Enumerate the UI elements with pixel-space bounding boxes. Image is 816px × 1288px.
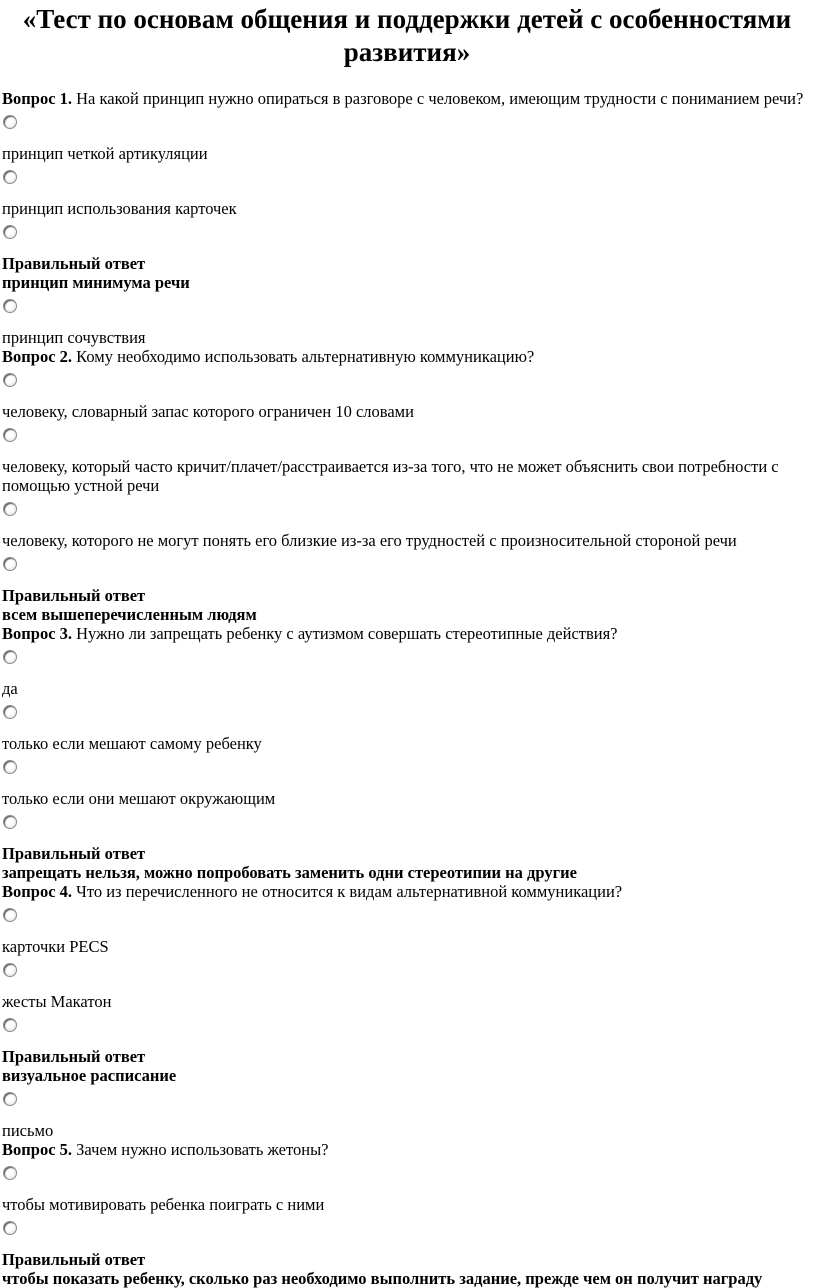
answer-radio[interactable] <box>3 1018 17 1032</box>
question-2 <box>2 347 812 624</box>
correct-answer-heading: Правильный ответ <box>2 254 146 273</box>
question-text <box>2 1140 812 1159</box>
answer-radio[interactable] <box>3 428 17 442</box>
answer-radio[interactable] <box>3 502 17 516</box>
correct-answer-text: чтобы показать ребенку, сколько раз необходимо выполнить задание, прежде чем он получит награду <box>2 1269 763 1288</box>
answer-radio[interactable] <box>3 225 17 239</box>
question-text <box>2 882 812 901</box>
correct-answer-heading: Правильный ответ <box>2 1047 146 1066</box>
question-text <box>2 89 812 108</box>
answer-radio[interactable] <box>3 1166 17 1180</box>
answer-radio[interactable] <box>3 760 17 774</box>
answer-option-label: человеку, словарный запас которого ограничен 10 словами <box>2 402 414 421</box>
quiz-body <box>2 89 812 1288</box>
correct-answer-text: всем вышеперечисленным людям <box>2 605 257 624</box>
question-text <box>2 624 812 643</box>
answer-option-label: принцип использования карточек <box>2 199 237 218</box>
answer-radio[interactable] <box>3 963 17 977</box>
answer-option-label: только если мешают самому ребенку <box>2 734 262 753</box>
answer-option-label: только если они мешают окружающим <box>2 789 276 808</box>
answer-option-label: принцип четкой артикуляции <box>2 144 208 163</box>
answer-radio[interactable] <box>3 815 17 829</box>
answer-radio[interactable] <box>3 650 17 664</box>
question-1 <box>2 89 812 347</box>
answer-option-label: чтобы мотивировать ребенка поиграть с ними <box>2 1195 325 1214</box>
correct-answer-text: принцип минимума речи <box>2 273 190 292</box>
answer-option-label: человеку, который часто кричит/плачет/расстраивается из-за того, что не может объяснить свои потребности с помощью устной речи <box>2 457 779 495</box>
correct-answer-heading: Правильный ответ <box>2 1250 146 1269</box>
question-number: Вопрос 2. <box>2 347 73 366</box>
question-number: Вопрос 5. <box>2 1140 73 1159</box>
correct-answer-text: визуальное расписание <box>2 1066 177 1085</box>
correct-answer-heading: Правильный ответ <box>2 844 146 863</box>
correct-answer-text: запрещать нельзя, можно попробовать заменить одни стереотипии на другие <box>2 863 577 882</box>
answer-radio[interactable] <box>3 557 17 571</box>
answer-radio[interactable] <box>3 705 17 719</box>
answer-option-label: письмо <box>2 1121 54 1140</box>
question-3 <box>2 624 812 882</box>
question-number: Вопрос 1. <box>2 89 73 108</box>
question-prompt: Что из перечисленного не относится к видам альтернативной коммуникации? <box>76 882 623 901</box>
answer-radio[interactable] <box>3 115 17 129</box>
answer-radio[interactable] <box>3 908 17 922</box>
answer-option-label: да <box>2 679 18 698</box>
question-5 <box>2 1140 812 1288</box>
question-4 <box>2 882 812 1140</box>
question-prompt: Нужно ли запрещать ребенку с аутизмом совершать стереотипные действия? <box>76 624 618 643</box>
question-prompt: Зачем нужно использовать жетоны? <box>76 1140 329 1159</box>
question-text <box>2 347 812 366</box>
answer-option-label: карточки PECS <box>2 937 109 956</box>
document-page <box>0 3 816 1288</box>
correct-answer-heading: Правильный ответ <box>2 586 146 605</box>
answer-option-label: человеку, которого не могут понять его близкие из-за его трудностей с произносительной стороной речи <box>2 531 737 550</box>
answer-radio[interactable] <box>3 373 17 387</box>
question-prompt: На какой принцип нужно опираться в разговоре с человеком, имеющим трудности с пониманием речи? <box>76 89 804 108</box>
answer-option-label: жесты Макатон <box>2 992 112 1011</box>
answer-radio[interactable] <box>3 1221 17 1235</box>
question-prompt: Кому необходимо использовать альтернативную коммуникацию? <box>76 347 535 366</box>
answer-radio[interactable] <box>3 299 17 313</box>
answer-option-label: принцип сочувствия <box>2 328 146 347</box>
question-number: Вопрос 4. <box>2 882 73 901</box>
answer-radio[interactable] <box>3 1092 17 1106</box>
answer-radio[interactable] <box>3 170 17 184</box>
page-title: «Тест по основам общения и поддержки детей с особенностями развития» <box>22 4 792 67</box>
question-number: Вопрос 3. <box>2 624 73 643</box>
